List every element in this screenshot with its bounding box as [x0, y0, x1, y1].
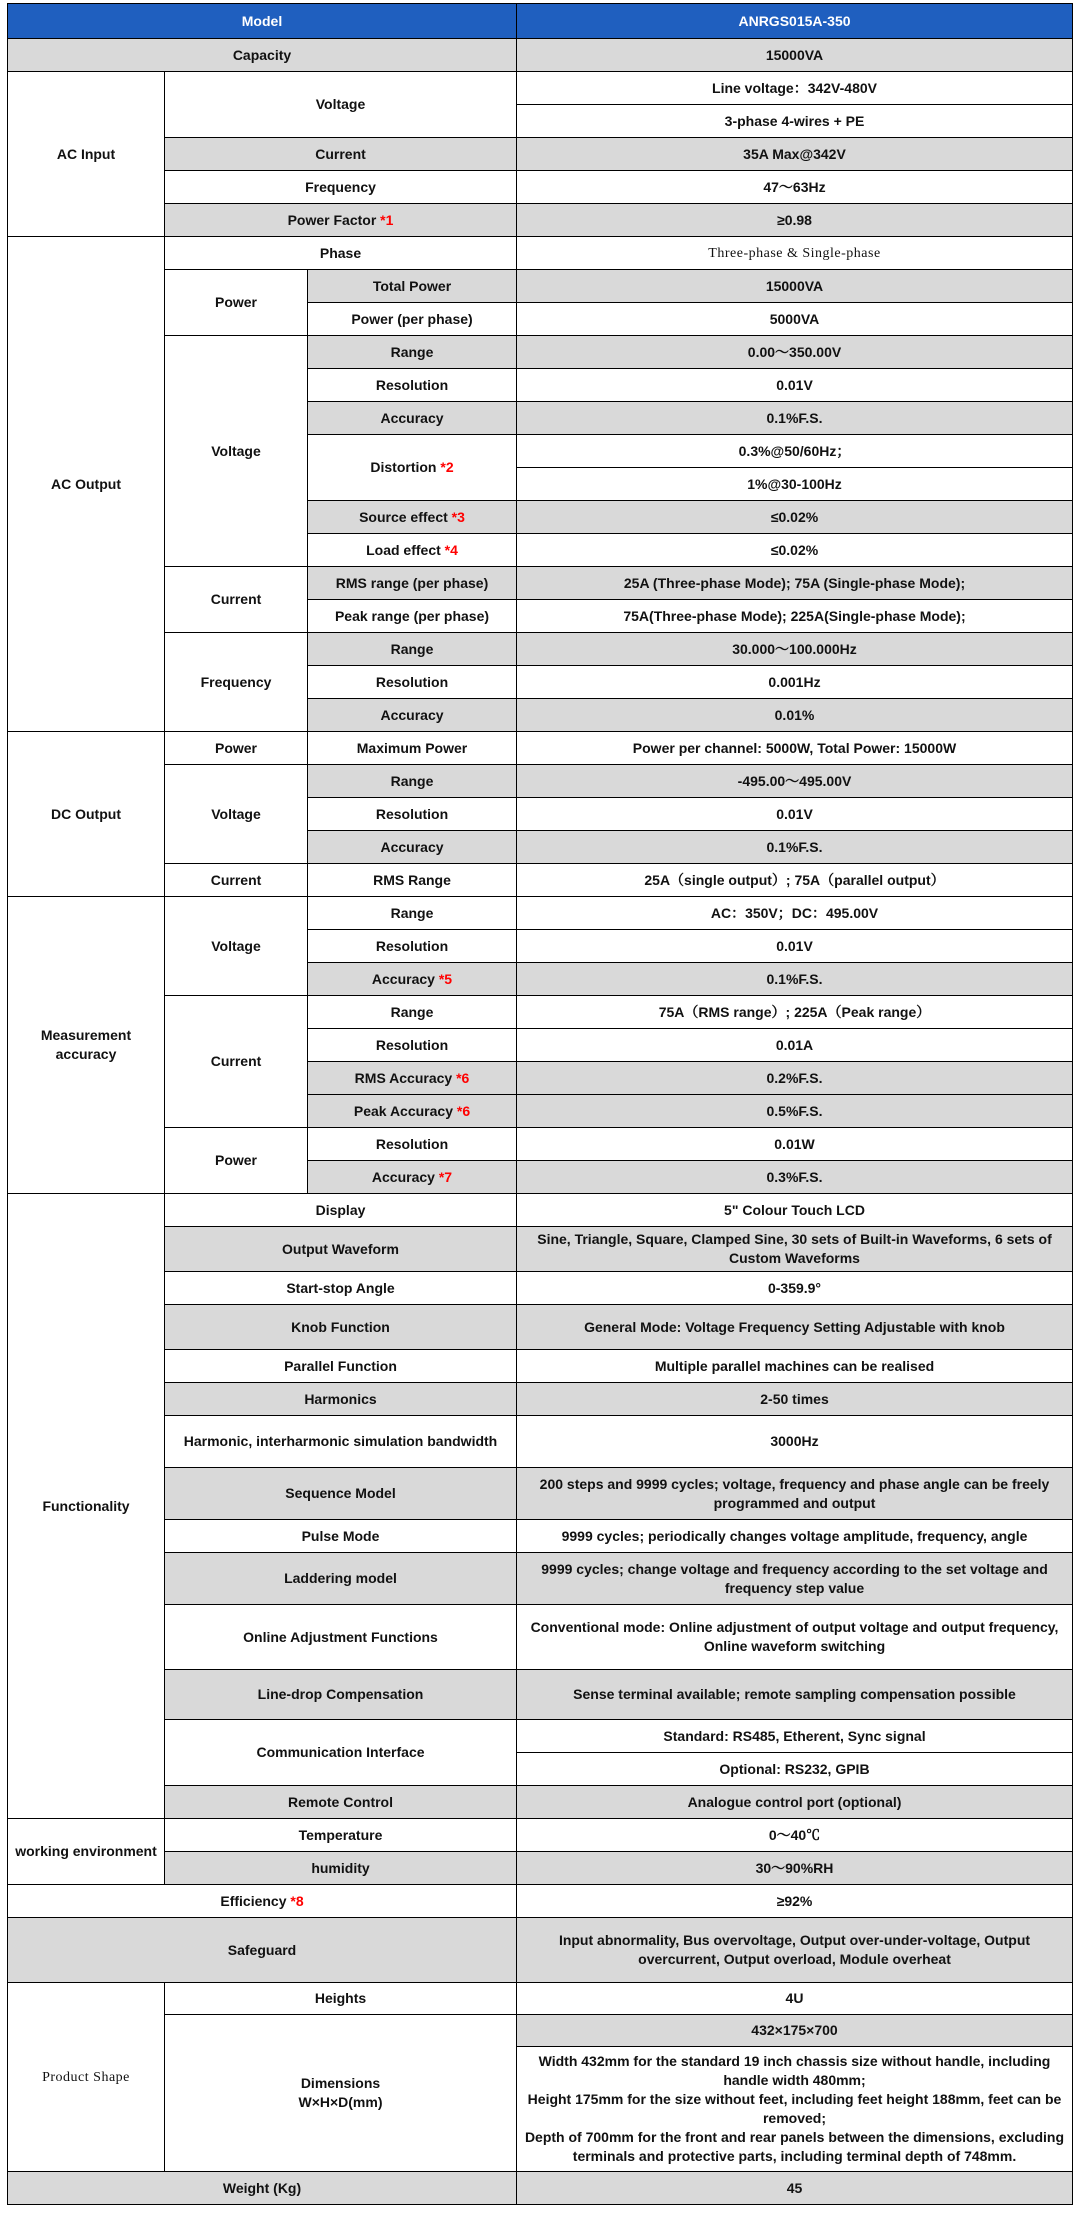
table-row: [8, 1605, 1073, 1670]
ac-output-rms-value: 25A (Three-phase Mode); 75A (Single-phase Mode);: [517, 567, 1073, 600]
measurement-c-range-value: 75A（RMS range）; 225A（Peak range）: [517, 996, 1073, 1029]
safeguard-value: Input abnormality, Bus overvoltage, Output over-under-voltage, Output overcurrent, Output overload, Module overheat: [517, 1918, 1073, 1983]
table-row: [8, 1885, 1073, 1918]
shape-dimensions-notes: [517, 2047, 1073, 2172]
measurement-power-label: Power: [165, 1128, 308, 1194]
ac-output-accuracy-label: Accuracy: [308, 402, 517, 435]
model-label: Model: [8, 4, 517, 39]
measurement-v-accuracy-label: [308, 963, 517, 996]
ac-input-voltage-label: Voltage: [165, 72, 517, 138]
dc-output-voltage-label: Voltage: [165, 765, 308, 864]
measurement-v-range-label: Range: [308, 897, 517, 930]
table-row: [8, 171, 1073, 204]
table-row: [8, 1272, 1073, 1305]
table-row: [8, 1819, 1073, 1852]
measurement-v-resolution-label: Resolution: [308, 930, 517, 963]
func-remote-label: Remote Control: [165, 1786, 517, 1819]
dc-output-power-label: Power: [165, 732, 308, 765]
env-humidity-value: 30～90%RH: [517, 1852, 1073, 1885]
func-bandwidth-value: 3000Hz: [517, 1416, 1073, 1468]
ac-output-load-value: ≤0.02%: [517, 534, 1073, 567]
measurement-c-peak-acc-label: [308, 1095, 517, 1128]
func-online-label: Online Adjustment Functions: [165, 1605, 517, 1670]
ac-output-distortion-value-1: 0.3%@50/60Hz；: [517, 435, 1073, 468]
footnote-marker: *5: [438, 970, 453, 987]
ac-output-freq-resolution-value: 0.001Hz: [517, 666, 1073, 699]
func-waveform-value: Sine, Triangle, Square, Clamped Sine, 30 sets of Built-in Waveforms, 6 sets of Custom Waveforms: [517, 1227, 1073, 1272]
footnote-marker: *8: [290, 1892, 304, 1909]
shape-dimensions-note-3: Depth of 700mm for the front and rear panels between the dimensions, excluding terminals and protective parts, including terminal depth of 748mm.: [524, 2129, 1065, 2164]
func-knob-label: Knob Function: [165, 1305, 517, 1350]
ac-output-distortion-label: [308, 435, 517, 501]
func-comm-standard: Standard: RS485, Etherent, Sync signal: [517, 1720, 1073, 1753]
func-parallel-label: Parallel Function: [165, 1350, 517, 1383]
section-product-shape: [8, 1983, 165, 2172]
ac-output-current-label: Current: [165, 567, 308, 633]
func-display-label: Display: [165, 1194, 517, 1227]
ac-output-freq-range-label: Range: [308, 633, 517, 666]
table-row: [8, 732, 1073, 765]
section-product-shape-text: Product Shape: [42, 2070, 130, 2085]
shape-heights-value: 4U: [517, 1983, 1073, 2015]
ac-output-range-label: Range: [308, 336, 517, 369]
ac-output-peak-value: 75A(Three-phase Mode); 225A(Single-phase Mode);: [517, 600, 1073, 633]
table-row: [8, 765, 1073, 798]
ac-input-pf-label: [165, 204, 517, 237]
section-measurement-line-1: Measurement: [40, 1027, 132, 1043]
measurement-voltage-label: Voltage: [165, 897, 308, 996]
table-row: [8, 1128, 1073, 1161]
ac-output-resolution-value: 0.01V: [517, 369, 1073, 402]
footnote-marker: *7: [438, 1168, 453, 1185]
ac-output-range-value: 0.00～350.00V: [517, 336, 1073, 369]
table-row: [8, 237, 1073, 270]
table-row: [8, 1350, 1073, 1383]
env-humidity-label: humidity: [165, 1852, 517, 1885]
capacity-value: 15000VA: [517, 39, 1073, 72]
table-row: [8, 72, 1073, 105]
shape-dimensions-label: [165, 2015, 517, 2172]
efficiency-label: [8, 1885, 517, 1918]
table-row-capacity: [8, 39, 1073, 72]
section-measurement-line-2: accuracy: [55, 1046, 117, 1062]
measurement-v-accuracy-value: 0.1%F.S.: [517, 963, 1073, 996]
dc-output-resolution-label: Resolution: [308, 798, 517, 831]
dc-output-accuracy-value: 0.1%F.S.: [517, 831, 1073, 864]
ac-input-wiring: 3-phase 4-wires + PE: [517, 105, 1073, 138]
measurement-p-resolution-label: Resolution: [308, 1128, 517, 1161]
ac-output-frequency-label: Frequency: [165, 633, 308, 732]
table-row: [8, 138, 1073, 171]
func-parallel-value: Multiple parallel machines can be realised: [517, 1350, 1073, 1383]
measurement-p-resolution-value: 0.01W: [517, 1128, 1073, 1161]
shape-dimensions-label-2: W×H×D(mm): [298, 2094, 383, 2110]
func-harmonics-value: 2-50 times: [517, 1383, 1073, 1416]
dc-output-range-value: -495.00～495.00V: [517, 765, 1073, 798]
spec-sheet: [7, 3, 1072, 2205]
spec-table: [7, 3, 1073, 2205]
ac-output-per-phase-label: Power (per phase): [308, 303, 517, 336]
table-row: [8, 1520, 1073, 1553]
table-row: [8, 1468, 1073, 1520]
ac-output-phase-label: Phase: [165, 237, 517, 270]
dc-output-rms-value: 25A（single output）; 75A（parallel output）: [517, 864, 1073, 897]
measurement-c-rms-acc-label: [308, 1062, 517, 1095]
table-row: [8, 1553, 1073, 1605]
func-bandwidth-label: Harmonic, interharmonic simulation bandwidth: [165, 1416, 517, 1468]
ac-output-distortion-text: Distortion: [370, 459, 437, 475]
footnote-marker: *6: [456, 1069, 470, 1086]
ac-output-per-phase-value: 5000VA: [517, 303, 1073, 336]
table-row: [8, 1983, 1073, 2015]
section-ac-output: AC Output: [8, 237, 165, 732]
measurement-v-range-value: AC：350V；DC：495.00V: [517, 897, 1073, 930]
measurement-p-accuracy-label: [308, 1161, 517, 1194]
func-comm-label: Communication Interface: [165, 1720, 517, 1786]
func-online-value: Conventional mode: Online adjustment of output voltage and output frequency, Online waveform switching: [517, 1605, 1073, 1670]
ac-output-resolution-label: Resolution: [308, 369, 517, 402]
ac-input-pf-text: Power Factor: [287, 211, 377, 228]
table-row: [8, 1416, 1073, 1468]
footnote-marker: *1: [380, 211, 394, 228]
table-row: [8, 204, 1073, 237]
ac-output-power-label: Power: [165, 270, 308, 336]
shape-dimensions-note-2: Height 175mm for the size without feet, including feet height 188mm, feet can be removed;: [527, 2091, 1062, 2126]
table-row: [8, 1720, 1073, 1753]
measurement-v-resolution-value: 0.01V: [517, 930, 1073, 963]
measurement-p-accuracy-text: Accuracy: [371, 1168, 435, 1185]
func-pulse-label: Pulse Mode: [165, 1520, 517, 1553]
env-temp-value: 0～40℃: [517, 1819, 1073, 1852]
func-angle-value: 0-359.9°: [517, 1272, 1073, 1305]
func-remote-value: Analogue control port (optional): [517, 1786, 1073, 1819]
dc-output-range-label: Range: [308, 765, 517, 798]
ac-output-source-text: Source effect: [359, 508, 448, 525]
safeguard-label: Safeguard: [8, 1918, 517, 1983]
func-linedrop-label: Line-drop Compensation: [165, 1670, 517, 1720]
section-ac-input: AC Input: [8, 72, 165, 237]
table-row: [8, 1852, 1073, 1885]
dc-output-rms-label: RMS Range: [308, 864, 517, 897]
section-environment: working environment: [8, 1819, 165, 1885]
ac-output-freq-resolution-label: Resolution: [308, 666, 517, 699]
ac-input-current-label: Current: [165, 138, 517, 171]
measurement-c-rms-acc-text: RMS Accuracy: [354, 1069, 453, 1086]
ac-output-accuracy-value: 0.1%F.S.: [517, 402, 1073, 435]
func-display-value: 5" Colour Touch LCD: [517, 1194, 1073, 1227]
section-functionality: Functionality: [8, 1194, 165, 1819]
ac-output-freq-accuracy-value: 0.01%: [517, 699, 1073, 732]
func-sequence-label: Sequence Model: [165, 1468, 517, 1520]
measurement-v-accuracy-text: Accuracy: [371, 970, 435, 987]
func-harmonics-label: Harmonics: [165, 1383, 517, 1416]
ac-output-freq-accuracy-label: Accuracy: [308, 699, 517, 732]
func-pulse-value: 9999 cycles; periodically changes voltage amplitude, frequency, angle: [517, 1520, 1073, 1553]
func-laddering-value: 9999 cycles; change voltage and frequency according to the set voltage and frequency step value: [517, 1553, 1073, 1605]
func-laddering-label: Laddering model: [165, 1553, 517, 1605]
table-row: [8, 1670, 1073, 1720]
table-row: [8, 1194, 1073, 1227]
measurement-c-range-label: Range: [308, 996, 517, 1029]
section-measurement: [8, 897, 165, 1194]
table-row: [8, 897, 1073, 930]
table-row: [8, 1786, 1073, 1819]
func-knob-value: General Mode: Voltage Frequency Setting Adjustable with knob: [517, 1305, 1073, 1350]
dc-output-resolution-value: 0.01V: [517, 798, 1073, 831]
ac-input-frequency-label: Frequency: [165, 171, 517, 204]
measurement-c-peak-acc-text: Peak Accuracy: [353, 1102, 453, 1119]
ac-input-pf-value: ≥0.98: [517, 204, 1073, 237]
efficiency-text: Efficiency: [220, 1892, 287, 1909]
ac-output-load-label: [308, 534, 517, 567]
table-row: [8, 1918, 1073, 1983]
measurement-c-resolution-label: Resolution: [308, 1029, 517, 1062]
ac-output-voltage-label: Voltage: [165, 336, 308, 567]
func-linedrop-value: Sense terminal available; remote sampling compensation possible: [517, 1670, 1073, 1720]
table-row: [8, 1383, 1073, 1416]
weight-value: 45: [517, 2172, 1073, 2205]
ac-input-line-voltage: Line voltage：342V-480V: [517, 72, 1073, 105]
ac-output-phase-value: [517, 237, 1073, 270]
ac-output-rms-label: RMS range (per phase): [308, 567, 517, 600]
ac-output-freq-range-value: 30.000～100.000Hz: [517, 633, 1073, 666]
model-value: ANRGS015A-350: [517, 4, 1073, 39]
footnote-marker: *6: [456, 1102, 471, 1119]
dc-output-max-power-label: Maximum Power: [308, 732, 517, 765]
shape-dimensions-label-1: Dimensions: [300, 2075, 381, 2091]
table-row-model: [8, 4, 1073, 39]
ac-output-source-value: ≤0.02%: [517, 501, 1073, 534]
shape-heights-label: Heights: [165, 1983, 517, 2015]
efficiency-value: ≥92%: [517, 1885, 1073, 1918]
table-row: [8, 336, 1073, 369]
ac-output-total-power-value: 15000VA: [517, 270, 1073, 303]
ac-input-current-value: 35A Max@342V: [517, 138, 1073, 171]
footnote-marker: *4: [444, 541, 458, 558]
table-row: [8, 1305, 1073, 1350]
table-row: [8, 2172, 1073, 2205]
table-row: [8, 567, 1073, 600]
env-temp-label: Temperature: [165, 1819, 517, 1852]
capacity-label: Capacity: [8, 39, 517, 72]
ac-input-frequency-value: 47～63Hz: [517, 171, 1073, 204]
table-row: [8, 270, 1073, 303]
footnote-marker: *2: [440, 459, 454, 475]
footnote-marker: *3: [451, 508, 465, 525]
measurement-current-label: Current: [165, 996, 308, 1128]
table-row: [8, 996, 1073, 1029]
ac-output-source-label: [308, 501, 517, 534]
weight-label: Weight (Kg): [8, 2172, 517, 2205]
section-dc-output: DC Output: [8, 732, 165, 897]
dc-output-accuracy-label: Accuracy: [308, 831, 517, 864]
table-row: [8, 1227, 1073, 1272]
table-row: [8, 864, 1073, 897]
ac-output-phase-text: Three-phase & Single-phase: [708, 246, 881, 261]
measurement-c-peak-acc-value: 0.5%F.S.: [517, 1095, 1073, 1128]
func-waveform-label: Output Waveform: [165, 1227, 517, 1272]
ac-output-load-text: Load effect: [366, 541, 441, 558]
measurement-p-accuracy-value: 0.3%F.S.: [517, 1161, 1073, 1194]
table-row: [8, 2015, 1073, 2047]
ac-output-total-power-label: Total Power: [308, 270, 517, 303]
shape-dimensions-note-1: Width 432mm for the standard 19 inch chassis size without handle, including handle width 480mm;: [538, 2053, 1051, 2088]
ac-output-peak-label: Peak range (per phase): [308, 600, 517, 633]
table-row: [8, 633, 1073, 666]
dc-output-max-power-value: Power per channel: 5000W, Total Power: 15000W: [517, 732, 1073, 765]
func-comm-optional: Optional: RS232, GPIB: [517, 1753, 1073, 1786]
measurement-c-rms-acc-value: 0.2%F.S.: [517, 1062, 1073, 1095]
measurement-c-resolution-value: 0.01A: [517, 1029, 1073, 1062]
func-angle-label: Start-stop Angle: [165, 1272, 517, 1305]
dc-output-current-label: Current: [165, 864, 308, 897]
shape-dimensions-value: 432×175×700: [517, 2015, 1073, 2047]
func-sequence-value: 200 steps and 9999 cycles; voltage, frequency and phase angle can be freely programmed and output: [517, 1468, 1073, 1520]
ac-output-distortion-value-2: 1%@30-100Hz: [517, 468, 1073, 501]
